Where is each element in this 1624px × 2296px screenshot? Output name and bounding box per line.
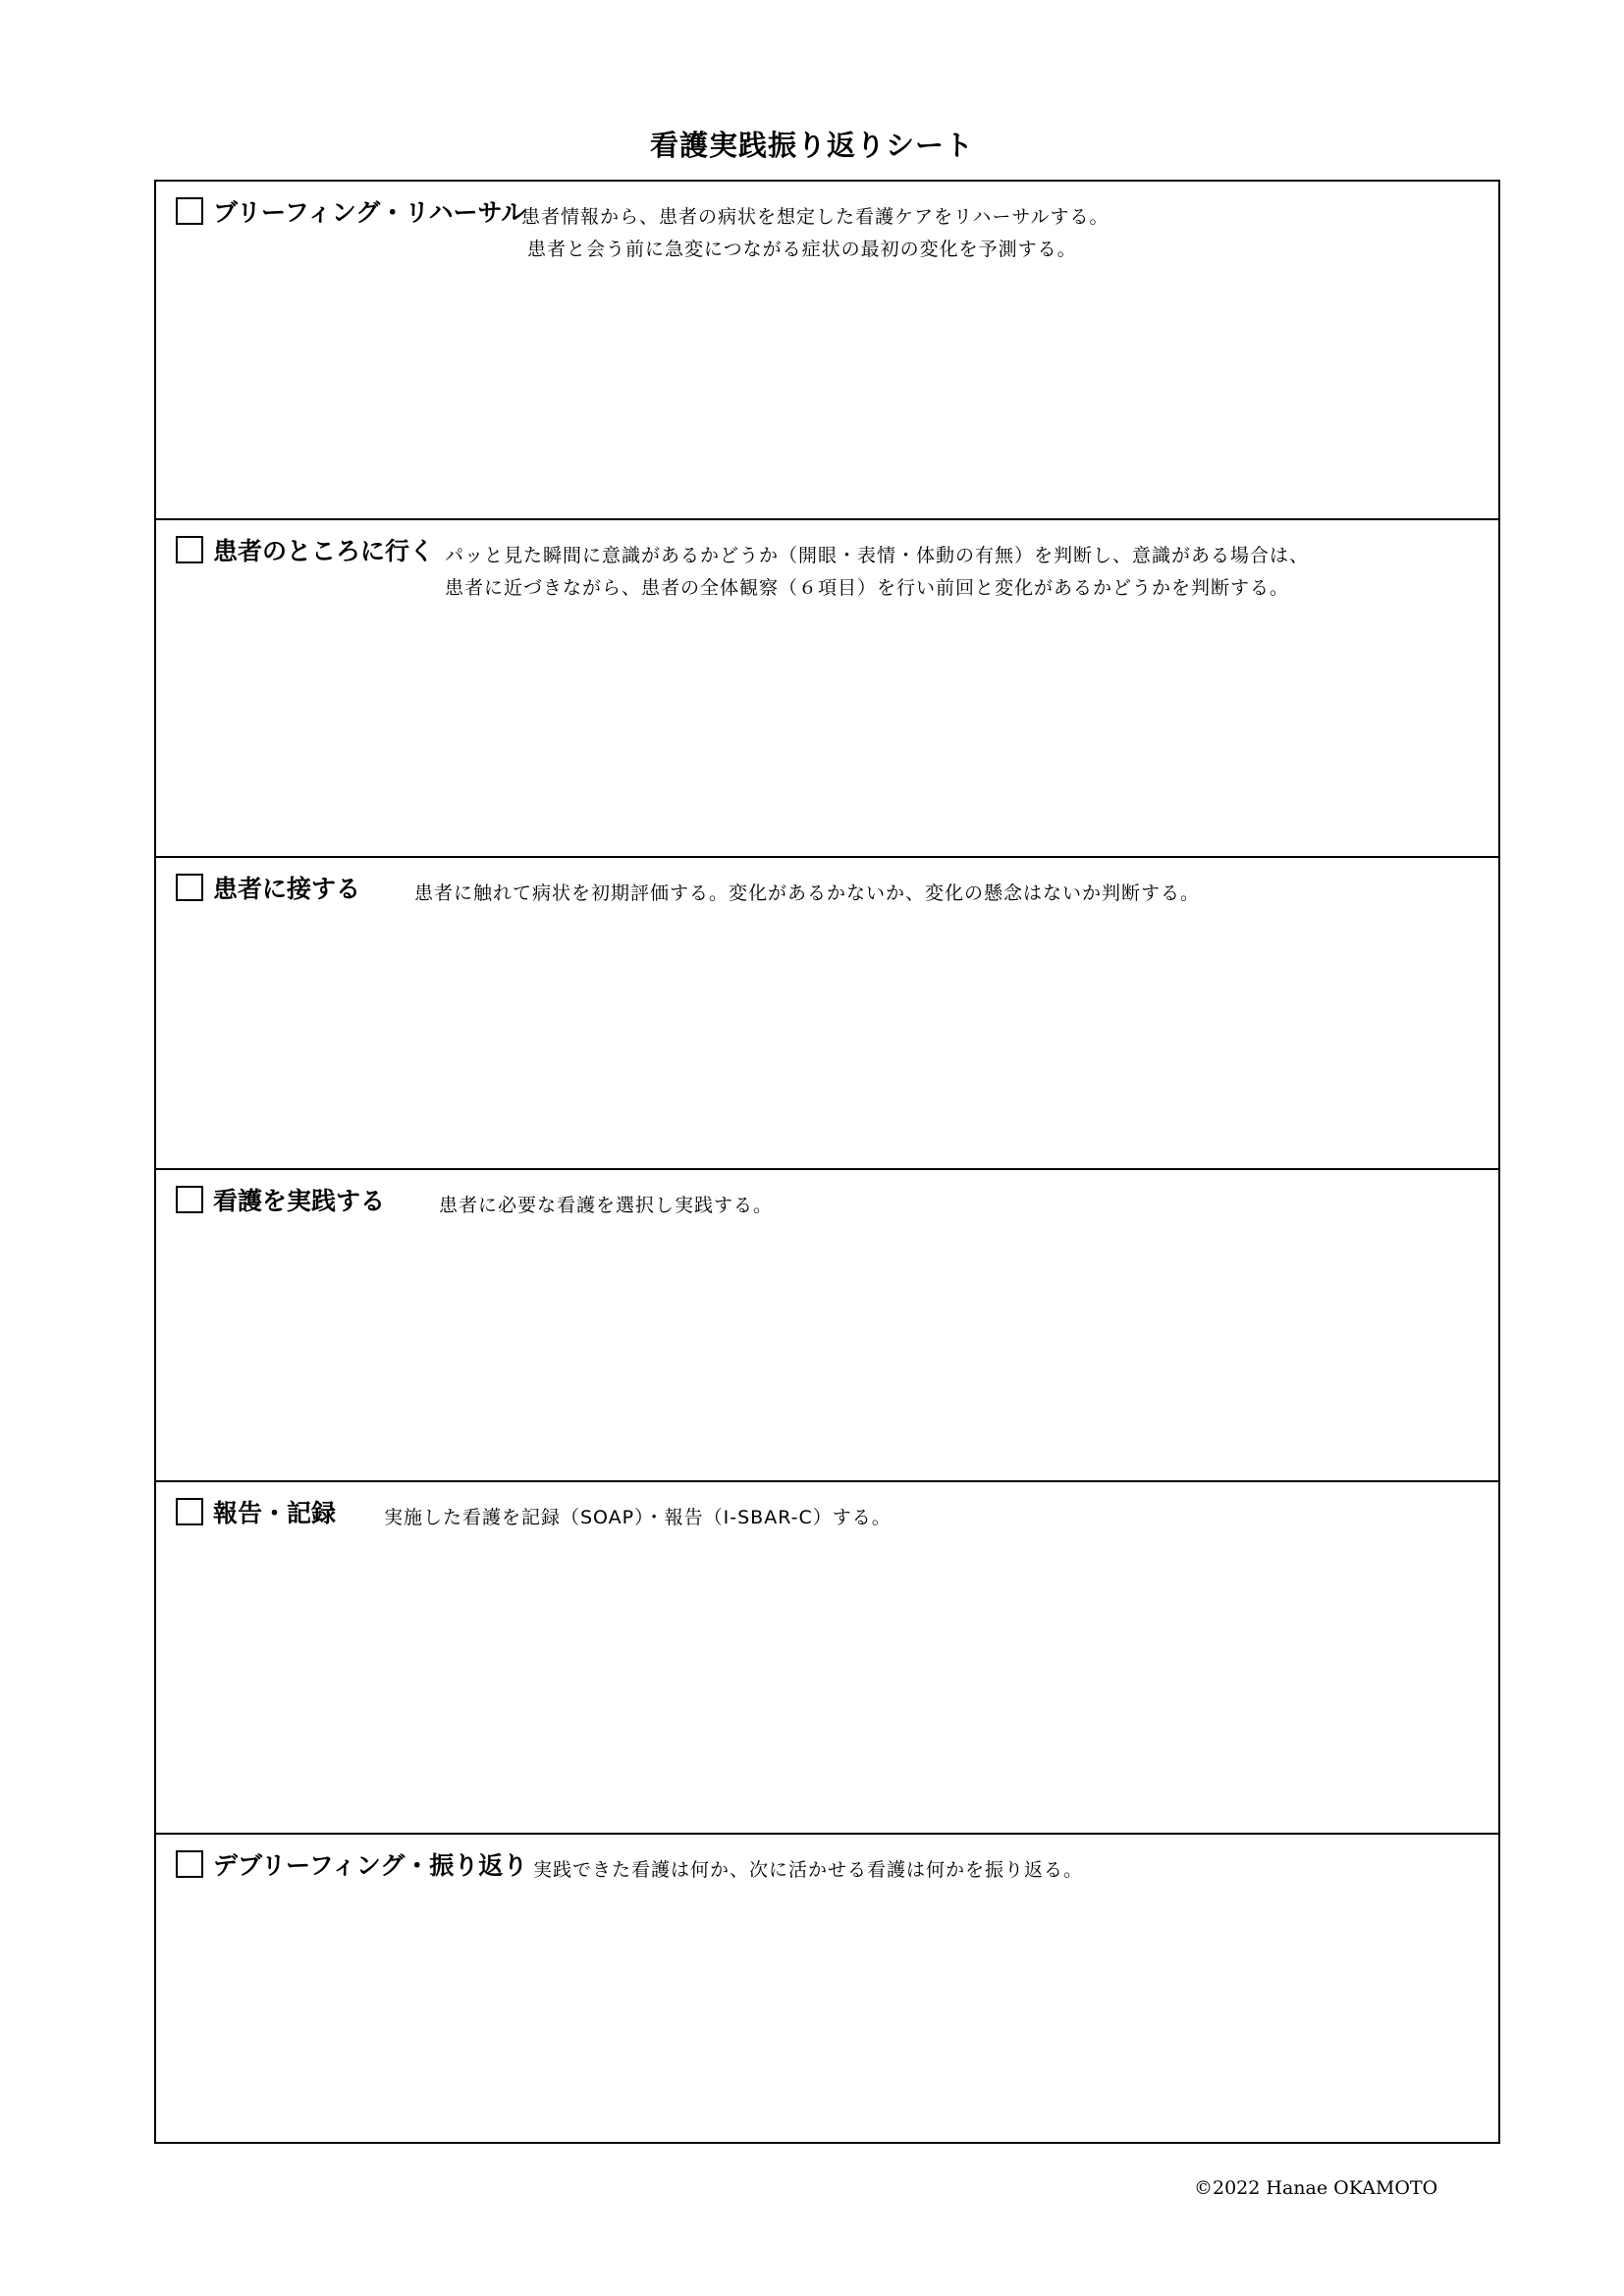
section-practice-nursing [156, 1168, 1498, 1482]
briefing-checkbox[interactable] [176, 197, 203, 225]
reflection-sheet [154, 180, 1500, 2144]
section-description [445, 540, 1309, 605]
section-description [439, 1190, 773, 1222]
report-record-checkbox[interactable] [176, 1498, 203, 1525]
section-description [414, 878, 1200, 910]
section-title: デブリーフィング・振り返り [213, 1851, 528, 1880]
description-line: 患者情報から、患者の病状を想定した看護ケアをリハーサルする。 [521, 206, 1110, 228]
section-title: 報告・記録 [213, 1499, 337, 1527]
section-debriefing [156, 1833, 1498, 2144]
contact-patient-checkbox[interactable] [176, 874, 203, 901]
page-title: 看護実践振り返りシート [649, 129, 974, 162]
description-line: 患者と会う前に急変につながる症状の最初の変化を予測する。 [527, 239, 1077, 260]
section-visit-patient [156, 518, 1498, 858]
section-title: 患者に接する [213, 875, 361, 903]
description-line: パッと見た瞬間に意識があるかどうか（開眼・表情・体動の有無）を判断し、意識がある場合は、 [445, 545, 1310, 566]
section-title: 患者のところに行く [213, 537, 435, 565]
section-title: 看護を実践する [213, 1187, 386, 1215]
section-contact-patient [156, 856, 1498, 1170]
description-line: 患者に必要な看護を選択し実践する。 [439, 1195, 774, 1216]
section-title: ブリーフィング・リハーサル [213, 198, 526, 227]
visit-patient-checkbox[interactable] [176, 536, 203, 563]
description-line: 患者に近づきながら、患者の全体観察（６項目）を行い前回と変化があるかどうかを判断する。 [445, 577, 1290, 599]
section-description [521, 201, 1109, 266]
description-line: 実践できた看護は何か、次に活かせる看護は何かを振り返る。 [533, 1859, 1084, 1881]
section-briefing [156, 182, 1498, 520]
description-line: 実施した看護を記録（SOAP）・報告（I-SBAR-C）する。 [384, 1507, 892, 1528]
description-line: 患者に触れて病状を初期評価する。変化があるかないか、変化の懸念はないか判断する。 [414, 882, 1201, 904]
practice-nursing-checkbox[interactable] [176, 1186, 203, 1213]
section-report-record [156, 1480, 1498, 1835]
section-description [384, 1502, 892, 1534]
copyright-notice: ©2022 Hanae OKAMOTO [1194, 2177, 1438, 2199]
debriefing-checkbox[interactable] [176, 1850, 203, 1878]
section-description [533, 1854, 1083, 1887]
